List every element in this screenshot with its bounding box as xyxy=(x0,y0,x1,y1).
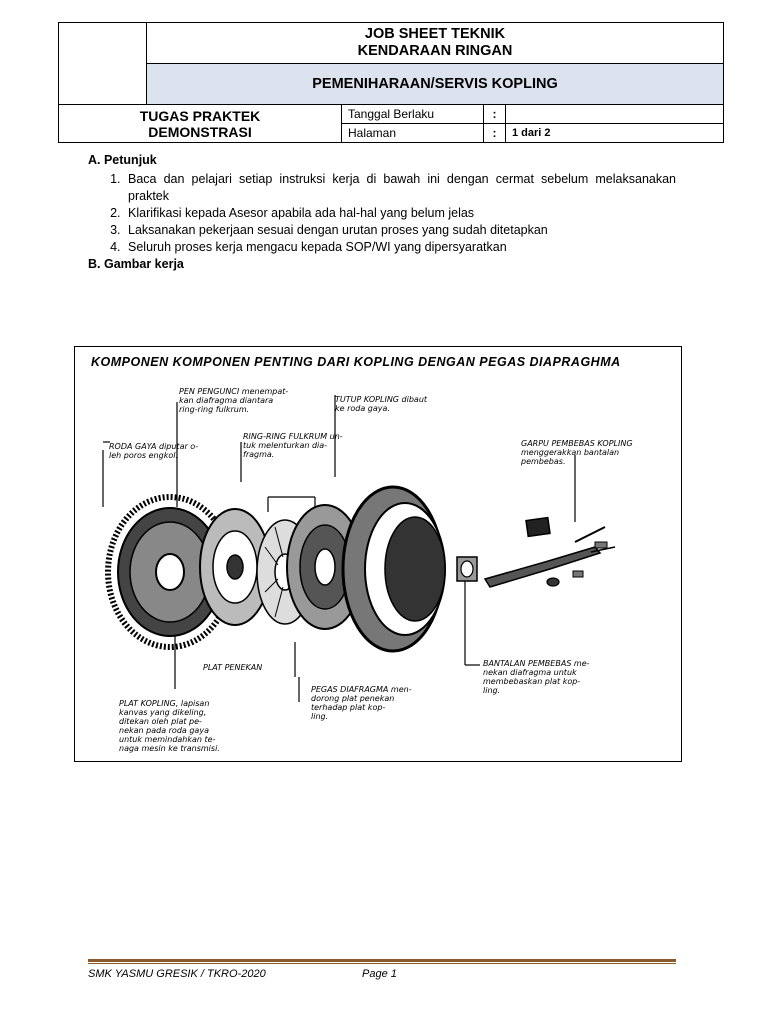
label-plat-kopling xyxy=(119,699,220,753)
label-text: GARPU PEMBEBAS KOPLING menggerakkan bantalan pembebas. xyxy=(521,439,633,466)
label-pen-pengunci xyxy=(179,387,288,414)
footer-page: Page 1 xyxy=(362,968,397,980)
title-cell xyxy=(147,23,724,64)
footer-divider-thin xyxy=(88,963,676,964)
task-line1: TUGAS PRAKTEK xyxy=(139,107,261,124)
label-text: PEN PENGUNCI menempat- kan diafragma diantara ring-ring fulkrum. xyxy=(179,387,289,414)
label-roda-gaya xyxy=(109,442,198,460)
label-tutup-kopling xyxy=(335,395,427,413)
title-line2: KENDARAAN RINGAN xyxy=(357,43,513,59)
subtitle: PEMENIHARAAN/SERVIS KOPLING xyxy=(147,64,724,105)
title-line1: JOB SHEET TEKNIK xyxy=(364,26,506,42)
label-text: PLAT KOPLING, lapisan kanvas yang dikeling, ditekan oleh plat pe- nekan pada roda gaya untuk memindahkan te- naga mesin ke transmisi. xyxy=(119,699,220,753)
instruction-list xyxy=(88,171,676,256)
list-item: 2. Klarifikasi kepada Asesor apabila ada hal-hal yang belum jelas xyxy=(124,205,676,222)
label-text: TUTUP KOPLING dibaut ke roda gaya. xyxy=(335,395,428,413)
halaman-value: 1 dari 2 xyxy=(506,124,724,143)
label-text: PEGAS DIAFRAGMA men- dorong plat penekan terhadap plat kop- ling. xyxy=(311,685,412,721)
footer-divider xyxy=(88,959,676,962)
clutch-diagram xyxy=(74,346,682,762)
label-text: RING-RING FULKRUM un- tuk melenturkan dia- fragma. xyxy=(243,432,343,459)
footer-school: SMK YASMU GRESIK / TKRO-2020 xyxy=(88,968,266,980)
task-cell xyxy=(59,105,342,143)
header-table xyxy=(58,22,724,142)
section-a-heading: A. Petunjuk xyxy=(88,153,157,167)
label-plat-penekan xyxy=(203,663,262,672)
label-pegas xyxy=(311,685,412,721)
section-b-heading: B. Gambar kerja xyxy=(88,257,184,271)
release-bearing xyxy=(457,557,477,581)
label-text: PLAT PENEKAN xyxy=(203,663,263,672)
list-item: 4. Seluruh proses kerja mengacu kepada SOP/WI yang dipersyaratkan xyxy=(124,239,676,256)
release-fork xyxy=(485,518,615,587)
label-text: RODA GAYA diputar o- leh poros engkol. xyxy=(109,442,199,460)
halaman-label: Halaman xyxy=(342,124,484,143)
label-garpu xyxy=(521,439,633,466)
tanggal-colon: : xyxy=(484,105,506,124)
logo-cell xyxy=(59,23,147,105)
tanggal-label: Tanggal Berlaku xyxy=(342,105,484,124)
content xyxy=(88,152,676,273)
task-line2: DEMONSTRASI xyxy=(148,123,252,140)
list-item: 3. Laksanakan pekerjaan sesuai dengan urutan proses yang sudah ditetapkan xyxy=(124,222,676,239)
halaman-colon: : xyxy=(484,124,506,143)
label-text: BANTALAN PEMBEBAS me- nekan diafragma untuk membebaskan plat kop- ling. xyxy=(483,659,590,695)
label-bantalan xyxy=(483,659,590,695)
label-ring-fulkrum xyxy=(243,432,343,459)
list-item: 1. Baca dan pelajari setiap instruksi kerja di bawah ini dengan cermat sebelum melaksanakan praktek xyxy=(124,171,676,205)
tanggal-value xyxy=(506,105,724,124)
clutch-cover xyxy=(343,487,445,651)
figure-title: KOMPONEN KOMPONEN PENTING DARI KOPLING DENGAN PEGAS DIAPRAGHMA xyxy=(91,355,621,369)
